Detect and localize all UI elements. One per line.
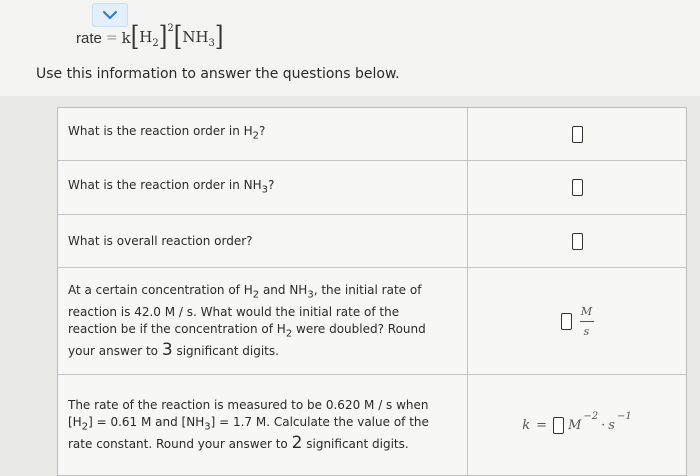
bracket-open: [ <box>130 21 140 53</box>
answer-input-h2-order[interactable] <box>572 126 583 143</box>
question-text: At a certain concentration of $H_2$ and $NH_3$, the initial rate of reaction is 42.0 M / s. What would the initial rate of the reaction be if the concentration of $H_2$ were doubled? Round your answer to 3 significant digits. <box>58 268 468 374</box>
answer-cell <box>468 215 686 267</box>
rate-label: rate <box>76 29 102 47</box>
question-row-3 <box>58 215 686 268</box>
answer-cell <box>468 268 686 374</box>
h2-exponent: 2 <box>167 22 174 34</box>
intro-text: Use this information to answer the questions below. <box>36 66 400 82</box>
answer-input-rate-constant[interactable] <box>553 417 564 434</box>
rate-law-formula <box>76 18 224 58</box>
equals-sign: = <box>105 30 118 46</box>
unit-fraction: $\frac{M}{s}$ <box>580 304 593 338</box>
question-text: What is the reaction order in $H_2$? <box>58 108 468 160</box>
question-row-4 <box>58 268 686 375</box>
question-row-5 <box>58 375 686 475</box>
answer-input-nh3-order[interactable] <box>572 179 583 196</box>
question-text: What is the reaction order in $NH_3$? <box>58 161 468 214</box>
h2-term: $H_2$ <box>139 27 159 49</box>
nh3-term: $NH_3$ <box>182 27 215 49</box>
bracket-close: ] <box>158 21 168 53</box>
bracket-open-2: [ <box>173 21 183 53</box>
question-text: The rate of the reaction is measured to be 0.620 M / s when $[H_2] = 0.61$ M and $[NH_3] = 1.7$ M. Calculate the value of the rate constant. Round your answer to 2 significant digits. <box>58 375 468 475</box>
answer-cell <box>468 161 686 214</box>
question-text: What is overall reaction order? <box>58 215 468 267</box>
question-row-2 <box>58 161 686 215</box>
k-symbol: k <box>121 29 131 47</box>
answer-input-doubled-rate[interactable] <box>561 313 572 330</box>
answer-input-overall-order[interactable] <box>572 233 583 250</box>
answer-cell <box>468 375 686 475</box>
question-table <box>57 107 687 476</box>
bracket-close-2: ] <box>214 21 224 53</box>
answer-cell <box>468 108 686 160</box>
rate-constant-answer: k = M −2 · s −1 <box>522 410 632 433</box>
question-row-1 <box>58 108 686 161</box>
